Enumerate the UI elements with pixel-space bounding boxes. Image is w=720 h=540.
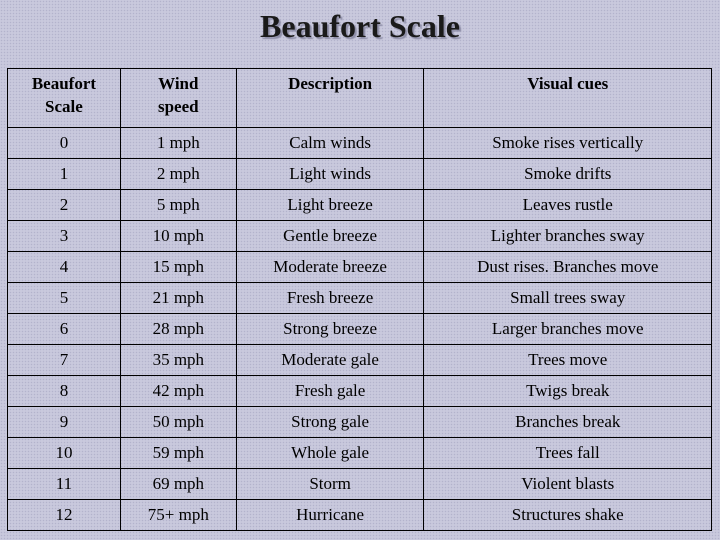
cell-wind-speed: 59 mph: [120, 438, 236, 469]
table-row: [8, 283, 712, 314]
table-row: [8, 438, 712, 469]
header-beaufort-scale: [8, 69, 121, 128]
cell-wind-speed: 42 mph: [120, 376, 236, 407]
table-row: [8, 407, 712, 438]
cell-visual-cues: Smoke rises vertically: [424, 128, 712, 159]
cell-scale: 9: [8, 407, 121, 438]
cell-wind-speed: 69 mph: [120, 469, 236, 500]
header-visual-cues: [424, 69, 712, 128]
header-description: [236, 69, 424, 128]
slide-title: Beaufort Scale: [260, 8, 460, 44]
cell-visual-cues: Trees fall: [424, 438, 712, 469]
cell-scale: 4: [8, 252, 121, 283]
cell-visual-cues: Violent blasts: [424, 469, 712, 500]
cell-scale: 0: [8, 128, 121, 159]
table-header-row: [8, 69, 712, 128]
cell-visual-cues: Dust rises. Branches move: [424, 252, 712, 283]
cell-description: Gentle breeze: [236, 221, 424, 252]
cell-visual-cues: Lighter branches sway: [424, 221, 712, 252]
table-row: [8, 252, 712, 283]
cell-description: Whole gale: [236, 438, 424, 469]
header-beaufort-scale-label: Beaufort Scale: [31, 74, 97, 116]
cell-description: Light winds: [236, 159, 424, 190]
header-wind-speed-label: Wind speed: [157, 74, 199, 116]
cell-description: Calm winds: [236, 128, 424, 159]
cell-description: Moderate gale: [236, 345, 424, 376]
cell-description: Strong breeze: [236, 314, 424, 345]
cell-scale: 6: [8, 314, 121, 345]
cell-description: Light breeze: [236, 190, 424, 221]
cell-wind-speed: 15 mph: [120, 252, 236, 283]
cell-wind-speed: 5 mph: [120, 190, 236, 221]
cell-description: Fresh gale: [236, 376, 424, 407]
cell-scale: 8: [8, 376, 121, 407]
table-row: [8, 345, 712, 376]
cell-wind-speed: 75+ mph: [120, 500, 236, 531]
table-row: [8, 159, 712, 190]
cell-visual-cues: Leaves rustle: [424, 190, 712, 221]
cell-scale: 12: [8, 500, 121, 531]
cell-wind-speed: 1 mph: [120, 128, 236, 159]
table-row: [8, 221, 712, 252]
cell-scale: 5: [8, 283, 121, 314]
cell-scale: 7: [8, 345, 121, 376]
cell-description: Storm: [236, 469, 424, 500]
table-row: [8, 469, 712, 500]
beaufort-table: [7, 68, 712, 531]
cell-wind-speed: 10 mph: [120, 221, 236, 252]
table-body: [8, 128, 712, 531]
header-description-label: Description: [288, 74, 373, 93]
table-row: [8, 376, 712, 407]
table-row: [8, 128, 712, 159]
cell-visual-cues: Larger branches move: [424, 314, 712, 345]
table-row: [8, 314, 712, 345]
cell-scale: 2: [8, 190, 121, 221]
cell-scale: 11: [8, 469, 121, 500]
table-row: [8, 500, 712, 531]
cell-wind-speed: 35 mph: [120, 345, 236, 376]
cell-description: Moderate breeze: [236, 252, 424, 283]
cell-description: Hurricane: [236, 500, 424, 531]
cell-wind-speed: 2 mph: [120, 159, 236, 190]
header-visual-cues-label: Visual cues: [527, 74, 609, 93]
cell-visual-cues: Smoke drifts: [424, 159, 712, 190]
cell-scale: 3: [8, 221, 121, 252]
cell-visual-cues: Structures shake: [424, 500, 712, 531]
cell-visual-cues: Trees move: [424, 345, 712, 376]
table-row: [8, 190, 712, 221]
cell-visual-cues: Branches break: [424, 407, 712, 438]
cell-description: Fresh breeze: [236, 283, 424, 314]
cell-wind-speed: 21 mph: [120, 283, 236, 314]
cell-visual-cues: Small trees sway: [424, 283, 712, 314]
header-wind-speed: [120, 69, 236, 128]
cell-wind-speed: 28 mph: [120, 314, 236, 345]
cell-scale: 10: [8, 438, 121, 469]
cell-scale: 1: [8, 159, 121, 190]
cell-wind-speed: 50 mph: [120, 407, 236, 438]
cell-visual-cues: Twigs break: [424, 376, 712, 407]
cell-description: Strong gale: [236, 407, 424, 438]
